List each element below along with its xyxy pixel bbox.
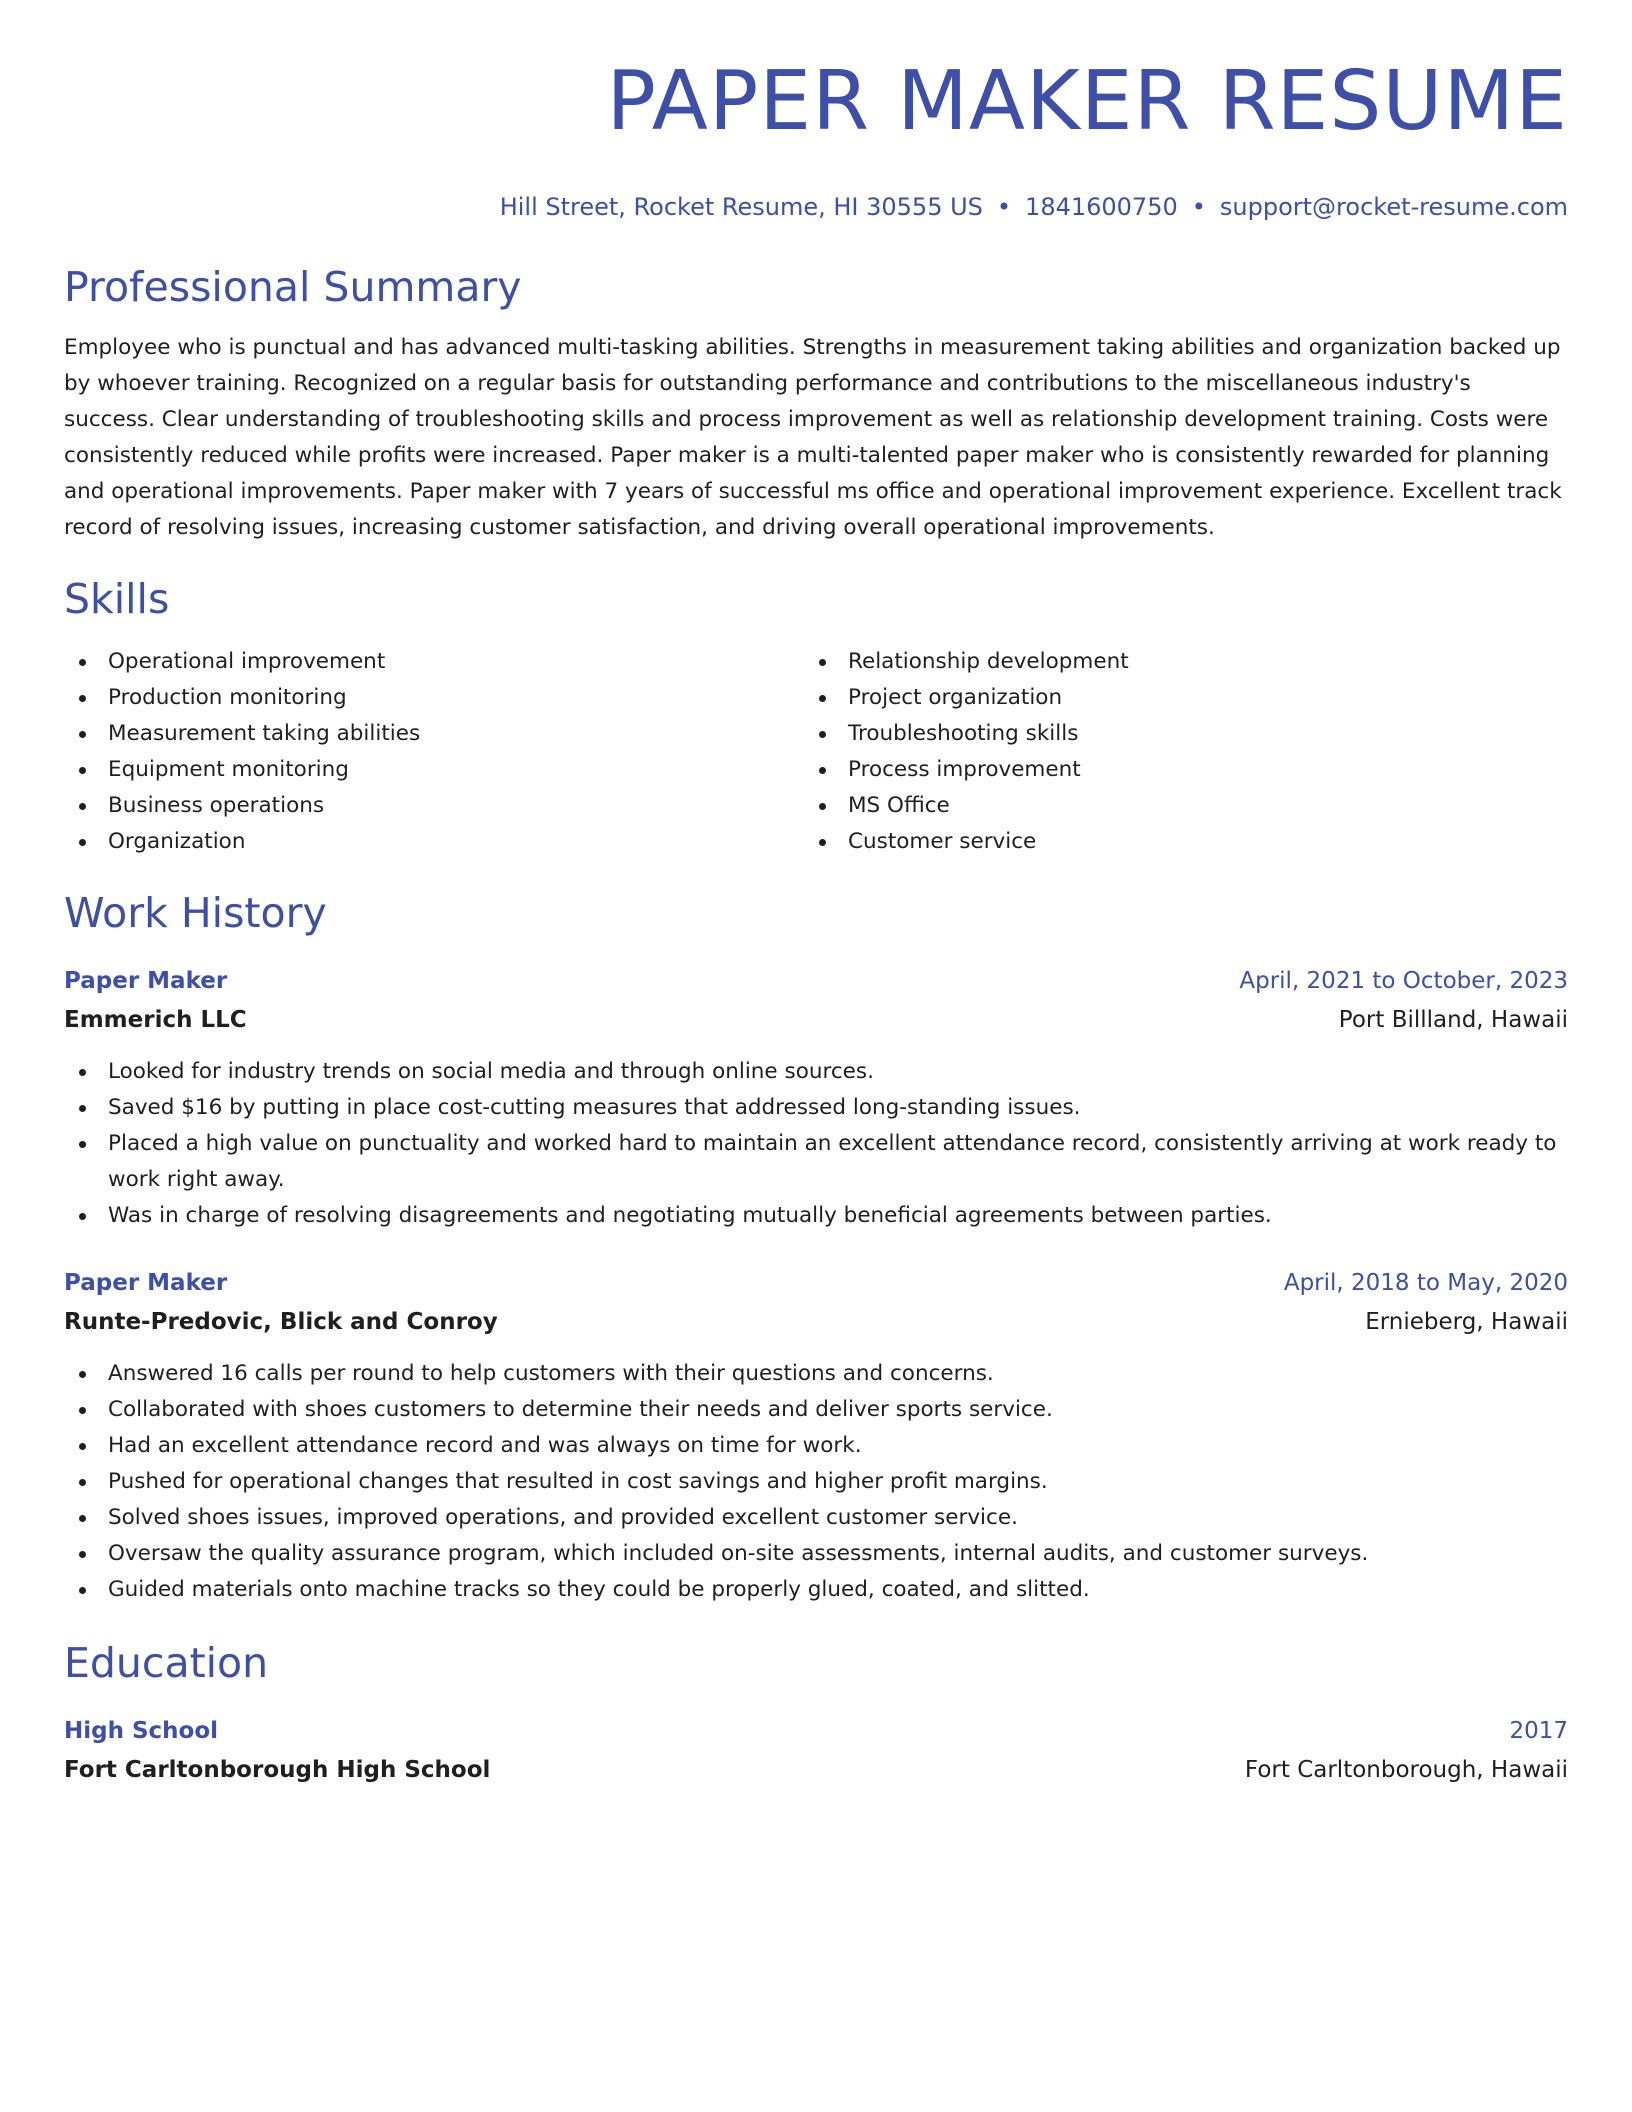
degree: High School: [64, 1718, 219, 1744]
skill-item: Business operations: [64, 788, 804, 824]
school-location: Fort Carltonborough, Hawaii: [1244, 1757, 1568, 1783]
skills-column-left: [64, 644, 804, 860]
job-bullet: Saved $16 by putting in place cost-cutting measures that addressed long-standing issues.: [64, 1090, 1568, 1126]
skill-item: Process improvement: [804, 752, 1544, 788]
skills-column-right: [804, 644, 1544, 860]
job-bullet: Oversaw the quality assurance program, which included on-site assessments, internal audits, and customer surveys.: [64, 1536, 1568, 1572]
skill-item: Customer service: [804, 824, 1544, 860]
job-bullets: [64, 1356, 1568, 1608]
education-entry: [64, 1712, 1568, 1790]
summary-text: Employee who is punctual and has advanced multi-tasking abilities. Strengths in measurement taking abilities and organization backed up by whoever training. Recognized on a regular basis for outstanding performance and contributions to the miscellaneous industry's success. Clear understanding of troubleshooting skills and process improvement as well as relationship development training. Costs were consistently reduced while profits were increased. Paper maker is a multi-talented paper maker who is consistently rewarded for planning and operational improvements. Paper maker with 7 years of successful ms office and operational improvement experience. Excellent track record of resolving issues, increasing customer satisfaction, and driving overall operational improvements.: [64, 335, 1562, 540]
job-bullet: Solved shoes issues, improved operations, and provided excellent customer service.: [64, 1500, 1568, 1536]
job-title: Paper Maker: [64, 1270, 228, 1296]
job-bullet: Placed a high value on punctuality and worked hard to maintain an excellent attendance record, consistently arriving at work ready to work right away.: [64, 1126, 1568, 1198]
work-entry-header: [64, 1264, 1568, 1302]
contact-phone: 1841600750: [1025, 193, 1178, 221]
contact-address: Hill Street, Rocket Resume, HI 30555 US: [499, 193, 983, 221]
skill-item: Operational improvement: [64, 644, 804, 680]
school-name: Fort Carltonborough High School: [64, 1757, 491, 1783]
skill-item: Equipment monitoring: [64, 752, 804, 788]
job-bullet: Had an excellent attendance record and was always on time for work.: [64, 1428, 1568, 1464]
job-dates: April, 2018 to May, 2020: [1283, 1270, 1568, 1296]
job-location: Ernieberg, Hawaii: [1365, 1309, 1568, 1335]
skill-item: Measurement taking abilities: [64, 716, 804, 752]
education-header: [64, 1712, 1568, 1750]
work-entry-subheader: [64, 1000, 1568, 1040]
job-bullet: Answered 16 calls per round to help customers with their questions and concerns.: [64, 1356, 1568, 1392]
job-bullet: Guided materials onto machine tracks so they could be properly glued, coated, and slitted.: [64, 1572, 1568, 1608]
job-bullet: Pushed for operational changes that resulted in cost savings and higher profit margins.: [64, 1464, 1568, 1500]
skill-item: Project organization: [804, 680, 1544, 716]
work-entry-header: [64, 962, 1568, 1000]
work-entry: [64, 1264, 1568, 1608]
job-title: Paper Maker: [64, 968, 228, 994]
skill-item: MS Office: [804, 788, 1544, 824]
work-entry-subheader: [64, 1302, 1568, 1342]
contact-separator: •: [1191, 193, 1206, 221]
job-dates: April, 2021 to October, 2023: [1239, 968, 1568, 994]
work-entry: [64, 962, 1568, 1234]
job-bullet: Collaborated with shoes customers to determine their needs and deliver sports service.: [64, 1392, 1568, 1428]
skill-item: Relationship development: [804, 644, 1544, 680]
job-bullets: [64, 1054, 1568, 1234]
skill-item: Organization: [64, 824, 804, 860]
job-bullet: Was in charge of resolving disagreements and negotiating mutually beneficial agreements between parties.: [64, 1198, 1568, 1234]
section-title-education: Education: [64, 1639, 269, 1687]
skill-item: Production monitoring: [64, 680, 804, 716]
education-subheader: [64, 1750, 1568, 1790]
job-location: Port Billland, Hawaii: [1338, 1007, 1568, 1033]
skills-list: [64, 644, 1568, 860]
company-name: Runte-Predovic, Blick and Conroy: [64, 1309, 498, 1335]
skill-item: Troubleshooting skills: [804, 716, 1544, 752]
contact-separator: •: [996, 193, 1012, 221]
job-bullet: Looked for industry trends on social media and through online sources.: [64, 1054, 1568, 1090]
contact-email[interactable]: support@rocket-resume.com: [1219, 193, 1568, 221]
resume-name: PAPER MAKER RESUME: [606, 54, 1568, 149]
company-name: Emmerich LLC: [64, 1007, 247, 1033]
section-title-skills: Skills: [64, 575, 170, 623]
section-title-summary: Professional Summary: [64, 263, 522, 311]
section-title-work-history: Work History: [64, 889, 327, 937]
graduation-year: 2017: [1509, 1718, 1568, 1744]
contact-line: [64, 192, 1568, 222]
